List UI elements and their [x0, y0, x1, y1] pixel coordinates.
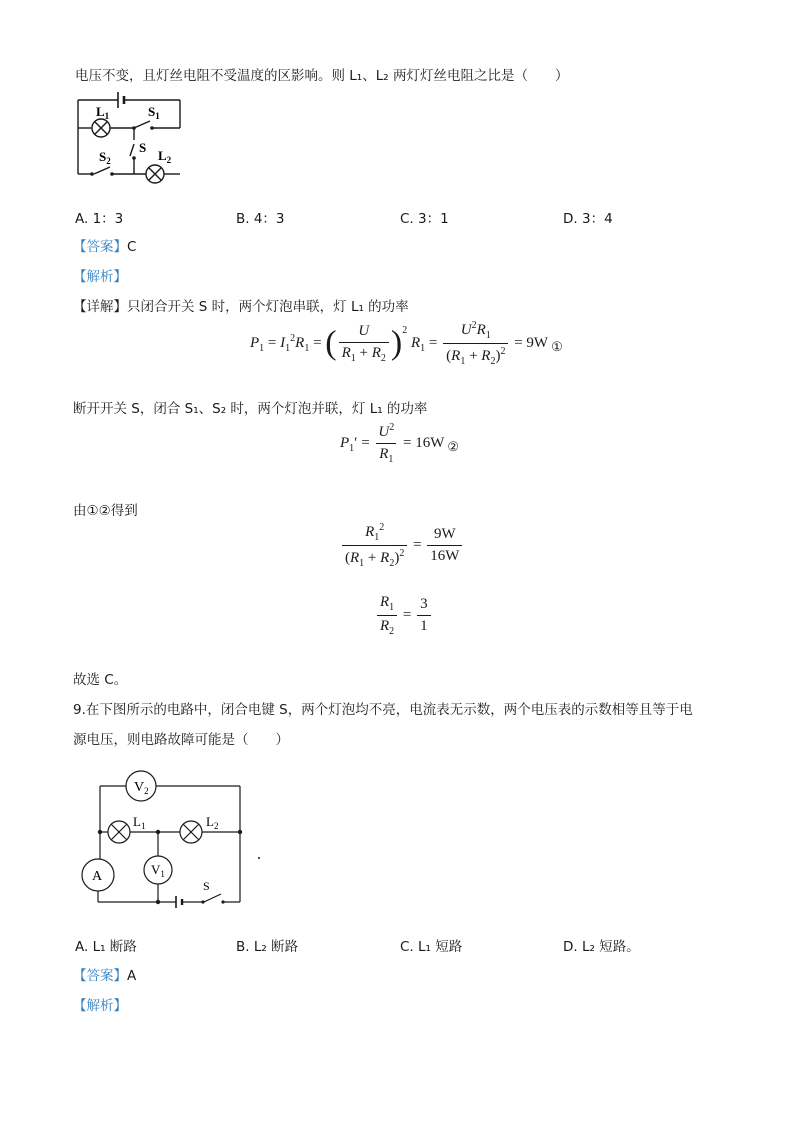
- q8-stem-tail: 电压不变，且灯丝电阻不受温度的区影响。则 L₁、L₂ 两灯灯丝电阻之比是（ ）: [75, 68, 569, 84]
- q8-analysis-tag: 【解析】: [73, 269, 127, 285]
- q9-ammeter-label: A: [92, 869, 103, 884]
- q8-detail-tag: 【详解】: [73, 299, 127, 315]
- q9-v2-label: $V_2$: [134, 780, 149, 796]
- q9-circuit-diagram: [78, 768, 268, 913]
- q8-text-2: 断开开关 S，闭合 S₁、S₂ 时，两个灯泡并联，灯 L₁ 的功率: [73, 401, 428, 417]
- q8-s1-label: $S_1$: [148, 104, 160, 121]
- q8-answer-line: [73, 235, 136, 255]
- q8-eq1-mark: ①: [551, 338, 563, 354]
- q8-eq1-result: = 9W: [514, 334, 549, 351]
- q9-answer-tag: 【答案】: [73, 968, 127, 984]
- q9-answer-value: A: [127, 968, 137, 984]
- q8-l1-label: $L_1$: [96, 104, 110, 121]
- q9-v1-label: $V_1$: [151, 862, 165, 879]
- q8-equation-3: $\frac{R_1^2}{(R_1 + R_2)^2}$ = $\frac{9W}{16W}$: [340, 522, 464, 569]
- q9-option-a: A. L₁ 断路: [75, 939, 137, 955]
- q8-equation-1: $P_1 = I_1^2R_1$ = ( $\frac{U}{R_1 + R_2}$ )$^2$ $R_1$ = $\frac{U^2R_1}{(R_1 + R_2)^2}$ = 9W ①: [250, 320, 563, 367]
- q8-s-label: S: [139, 140, 147, 155]
- q9-l2-label: $L_2$: [206, 814, 219, 831]
- q8-conclusion: 故选 C。: [73, 672, 128, 688]
- q8-s2-label: $S_2$: [99, 149, 111, 166]
- q9-option-d: D. L₂ 短路。: [563, 939, 640, 955]
- q8-text-3: 由①②得到: [73, 503, 138, 519]
- q8-eq3-num: 9W: [434, 526, 456, 542]
- q8-detail-line: [73, 295, 409, 315]
- q8-answer-tag: 【答案】: [73, 239, 127, 255]
- q8-equation-2: $P_1'$ = $\frac{U^2}{R_1}$ = 16W ②: [340, 422, 460, 465]
- q8-option-d: D. 3：4: [563, 211, 613, 227]
- q8-l2-label: $L_2$: [158, 148, 172, 165]
- q9-l1-label: $L_1$: [133, 814, 146, 831]
- q8-eq2-result: = 16W: [403, 434, 445, 451]
- q9-switch-label: S: [203, 879, 210, 893]
- q8-eq4-den: 1: [417, 615, 431, 635]
- q9-answer-line: [73, 964, 136, 984]
- q8-eq2-mark: ②: [447, 438, 460, 454]
- q8-eq4-num: 3: [420, 596, 428, 612]
- q8-eq3-den: 16W: [427, 545, 462, 565]
- q8-option-c: C. 3：1: [400, 211, 449, 227]
- q8-circuit-diagram: [70, 88, 190, 184]
- q8-detail-text: 只闭合开关 S 时，两个灯泡串联，灯 L₁ 的功率: [127, 299, 409, 315]
- q9-analysis-tag: 【解析】: [73, 998, 127, 1014]
- q9-option-c: C. L₁ 短路: [400, 939, 463, 955]
- q8-option-b: B. 4：3: [236, 211, 285, 227]
- q9-option-b: B. L₂ 断路: [236, 939, 299, 955]
- stray-dot: [258, 857, 260, 859]
- q9-stem-line-1: 9.在下图所示的电路中，闭合电键 S，两个灯泡均不亮，电流表无示数，两个电压表的示数相等且等于电: [73, 702, 693, 718]
- q8-equation-4: $\frac{R_1}{R_2}$ = $\frac{3}{1}$: [375, 594, 433, 637]
- q9-stem-line-2: 源电压，则电路故障可能是（ ）: [73, 732, 289, 748]
- q8-answer-value: C: [127, 239, 137, 255]
- q8-option-a: A. 1：3: [75, 211, 124, 227]
